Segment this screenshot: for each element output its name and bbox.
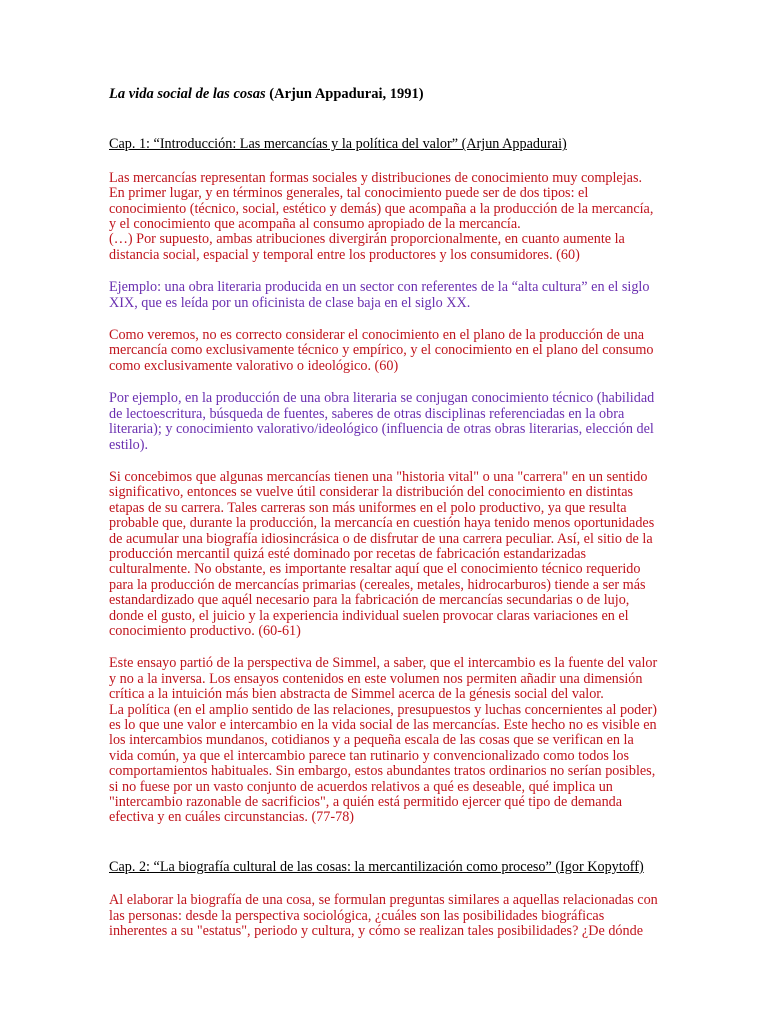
paragraph-7: Al elaborar la biografía de una cosa, se formulan preguntas similares a aquellas relacionadas con las personas: desde la perspectiva sociológica, ¿cuáles son las posibilidades biográficas inherentes a su "estatus", periodo y cultura, y cómo se realizan tales posibilidades? ¿De dónde: [109, 892, 658, 940]
paragraph-6: La política (en el amplio sentido de las relaciones, presupuestos y luchas concernientes al poder) es lo que une valor e intercambio en la vida social de las mercancías. Este hecho no es visible en los intercambios mundanos, cotidianos y a pequeña escala de las cosas que se verifican en la vida común, ya que el intercambio parece tan rutinario y convencionalizado como todos los comportamientos habituales. Sin embargo, estos abundantes tratos ordinarios no serían posibles, si no fuese por un vasto conjunto de acuerdos relativos a qué es deseable, qué implica un "intercambio razonable de sacrificios", a quién está permitido ejercer qué tipo de demanda efectiva y en cuáles circunstancias. (77-78): [109, 701, 657, 826]
paragraph-3: Como veremos, no es correcto considerar el conocimiento en el plano de la producción de una mercancía como exclusivamente técnico y empírico, y el conocimiento en el plano del consumo como exclusivamente valorativo o ideológico. (60): [109, 327, 654, 374]
document-title: [109, 87, 661, 102]
paragraph-1: Las mercancías representan formas sociales y distribuciones de conocimiento muy complejas. En primer lugar, y en términos generales, tal conocimiento puede ser de dos tipos: el conocimiento (técnico, social, estético y demás) que acompaña a la producción de la mercancía, y el conocimiento que acompaña al consumo apropiado de la mercancía.: [109, 169, 654, 233]
example-note-2: Por ejemplo, en la producción de una obra literaria se conjugan conocimiento técnico (habilidad de lectoescritura, búsqueda de fuentes, saberes de otras disciplinas referenciadas en la obra literaria); y conocimiento valorativo/ideológico (influencia de otras obras literarias, elección del estilo).: [109, 390, 655, 453]
chapter-1-heading: Cap. 1: “Introducción: Las mercancías y la política del valor” (Arjun Appadurai): [109, 136, 567, 153]
document-body: [109, 87, 661, 939]
paragraph-4: Si concebimos que algunas mercancías tienen una "historia vital" o una "carrera" en un sentido significativo, entonces se vuelve útil considerar la distribución del conocimiento en distintas etapas de su carrera. Tales carreras son más uniformes en el polo productivo, ya que resulta probable que, durante la producción, la mercancía en cuestión haya tenido menos oportunidades de acumular una biografía idiosincrásica o de disfrutar de una carrera peculiar. Así, el sitio de la producción mercantil quizá esté dominado por recetas de fabricación estandarizadas culturalmente. No obstante, es importante resaltar aquí que el conocimiento técnico requerido para la producción de mercancías primarias (cereales, metales, hidrocarburos) tiende a ser más estandardizado que aquél necesario para la fabricación de mercancías secundarias o de lujo, donde el gusto, el juicio y la experiencia individual suelen provocar claras variaciones en el conocimiento productivo. (60-61): [109, 468, 655, 639]
book-title: La vida social de las cosas: [109, 86, 266, 102]
paragraph-5: Este ensayo partió de la perspectiva de Simmel, a saber, que el intercambio es la fuente del valor y no a la inversa. Los ensayos contenidos en este volumen nos permiten añadir una dimensión crítica a la intuición más bien abstracta de Simmel acerca de la génesis social del valor.: [109, 655, 658, 703]
chapter-2-heading: Cap. 2: “La biografía cultural de las cosas: la mercantilización como proceso” (Igor Kopytoff): [109, 858, 644, 875]
example-note-1: Ejemplo: una obra literaria producida en un sector con referentes de la “alta cultura” en el siglo XIX, que es leída por un oficinista de clase baja en el siglo XX.: [109, 279, 650, 311]
book-author-year: (Arjun Appadurai, 1991): [265, 86, 424, 102]
paragraph-2: (…) Por supuesto, ambas atribuciones divergirán proporcionalmente, en cuanto aumente la distancia social, espacial y temporal entre los productores y los consumidores. (60): [109, 231, 625, 263]
